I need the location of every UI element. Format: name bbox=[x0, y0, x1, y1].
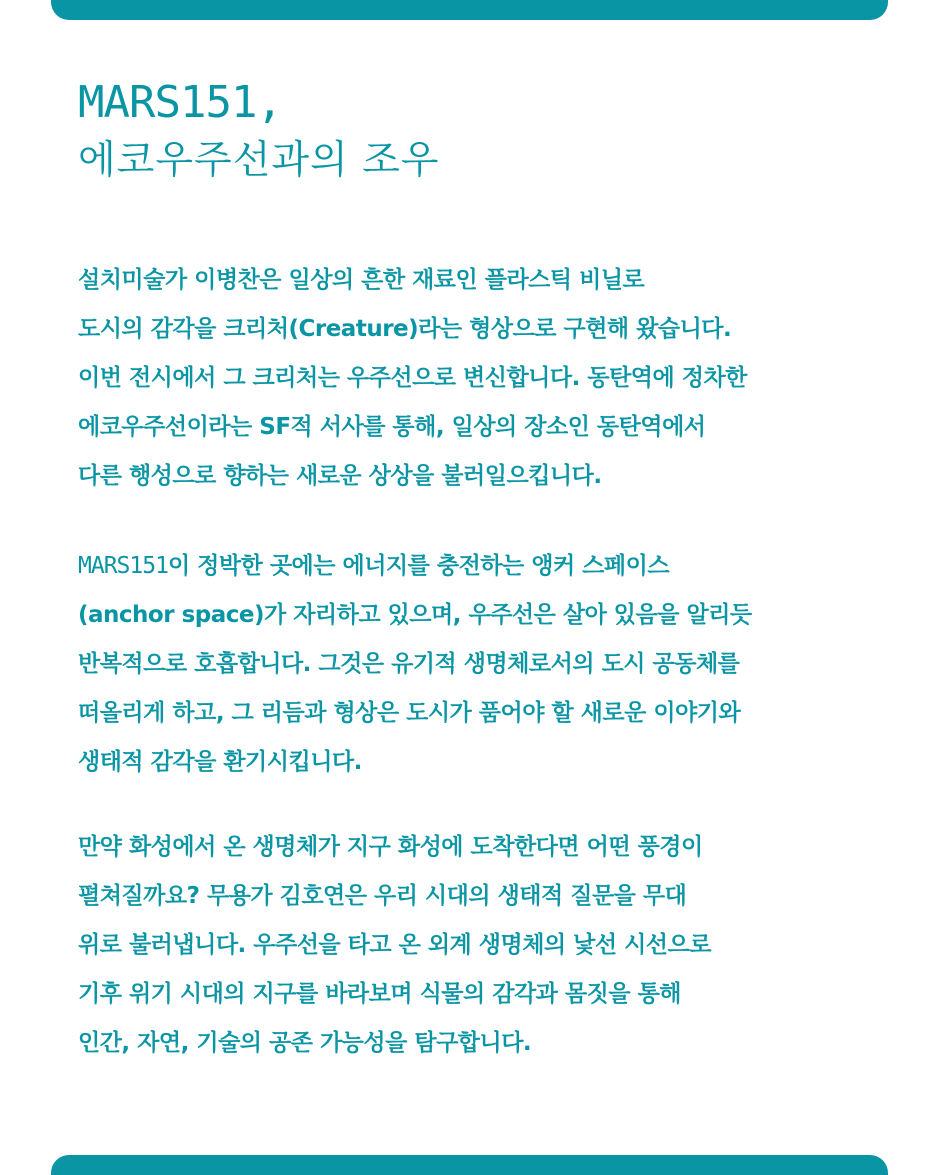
paragraph-artist-intro bbox=[78, 256, 878, 501]
paragraph-line: 떠올리게 하고, 그 리듬과 형상은 도시가 품어야 할 새로운 이야기와 bbox=[78, 700, 741, 726]
paragraph-line: 이번 전시에서 그 크리처는 우주선으로 변신합니다. 동탄역에 정차한 bbox=[78, 365, 747, 391]
paragraph-dancer-intro bbox=[78, 823, 878, 1068]
mars151-label: MARS151 bbox=[78, 553, 168, 579]
paragraph-line: 인간, 자연, 기술의 공존 가능성을 탐구합니다. bbox=[78, 1030, 532, 1056]
paragraph-line: 펼쳐질까요? 무용가 김호연은 우리 시대의 생태적 질문을 무대 bbox=[78, 883, 687, 909]
paragraph-line: 위로 불러냅니다. 우주선을 타고 온 외계 생명체의 낯선 시선으로 bbox=[78, 932, 711, 958]
paragraph-line: 설치미술가 이병찬은 일상의 흔한 재료인 플라스틱 비닐로 bbox=[78, 267, 645, 293]
paragraph-anchor-space bbox=[78, 542, 878, 787]
title-line-2: 에코우주선과의 조우 bbox=[78, 138, 440, 183]
top-banner-bar bbox=[51, 0, 888, 20]
paragraph-line: 만약 화성에서 온 생명체가 지구 화성에 도착한다면 어떤 풍경이 bbox=[78, 834, 703, 860]
paragraph-line: (anchor space)가 자리하고 있으며, 우주선은 살아 있음을 알리듯 bbox=[78, 602, 752, 628]
paragraph-line: 기후 위기 시대의 지구를 바라보며 식물의 감각과 몸짓을 통해 bbox=[78, 981, 682, 1007]
paragraph-line bbox=[78, 542, 878, 591]
paragraph-line: 반복적으로 호흡합니다. 그것은 유기적 생명체로서의 도시 공동체를 bbox=[78, 651, 740, 677]
paragraph-line-rest: 이 정박한 곳에는 에너지를 충전하는 앵커 스페이스 bbox=[167, 553, 670, 579]
title-line-1: MARS151, bbox=[78, 77, 282, 128]
paragraph-line: 에코우주선이라는 SF적 서사를 통해, 일상의 장소인 동탄역에서 bbox=[78, 414, 706, 440]
bottom-banner-bar bbox=[51, 1155, 888, 1175]
paragraph-line: 생태적 감각을 환기시킵니다. bbox=[78, 749, 362, 775]
paragraph-line: 도시의 감각을 크리처(Creature)라는 형상으로 구현해 왔습니다. bbox=[78, 316, 732, 342]
paragraph-line: 다른 행성으로 향하는 새로운 상상을 불러일으킵니다. bbox=[78, 463, 602, 489]
page-title bbox=[78, 74, 439, 190]
